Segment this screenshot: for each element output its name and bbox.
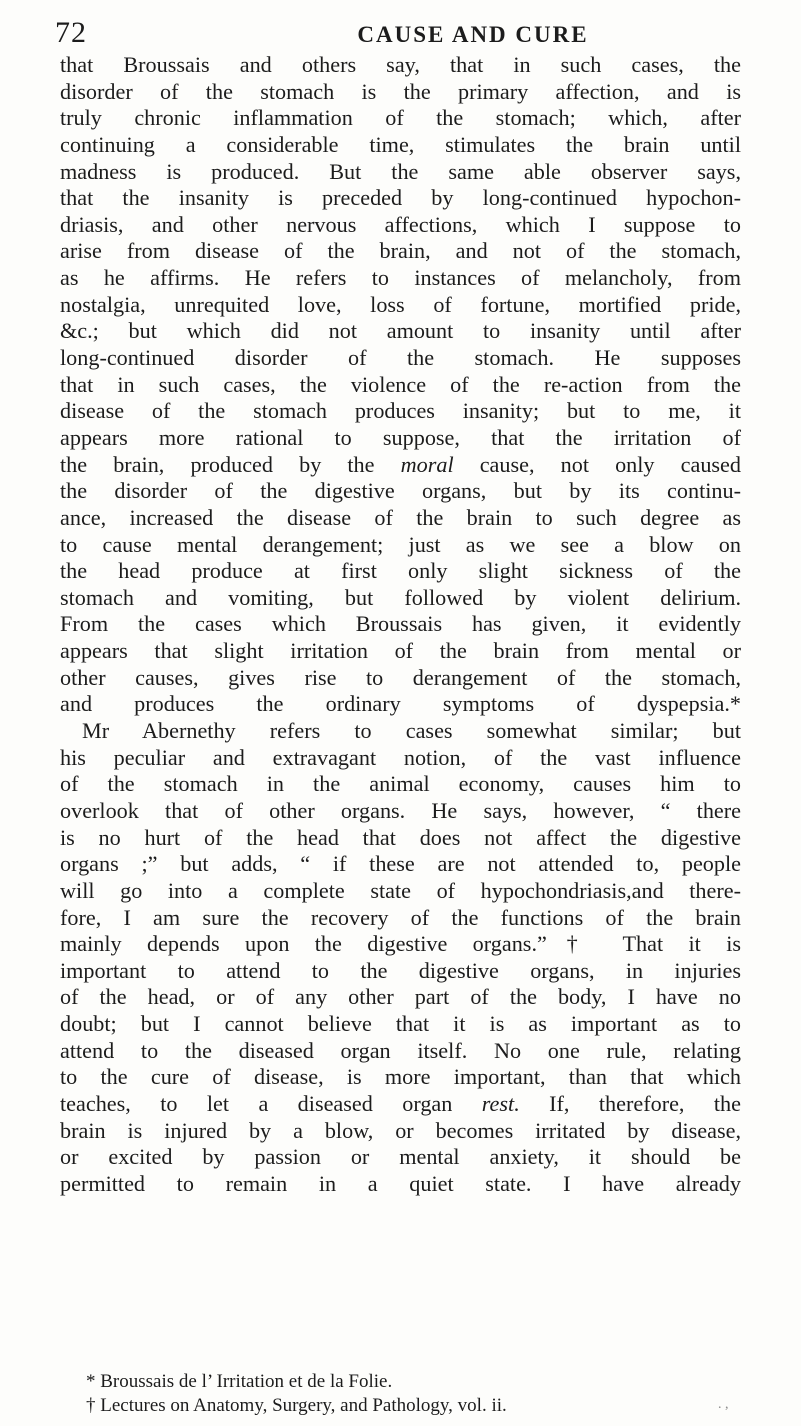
text-line: is no hurt of the head that does not affect the digestive <box>60 824 741 850</box>
text-line: nostalgia, unrequited love, loss of fortune, mortified pride, <box>60 291 741 317</box>
text-run: the brain, produced by the <box>60 451 401 477</box>
text-line: attend to the diseased organ itself. No one rule, relating <box>60 1037 741 1063</box>
text-line: and produces the ordinary symptoms of dyspepsia.* <box>60 691 741 717</box>
text-line: of the head, or of any other part of the body, I have no <box>60 984 741 1010</box>
page-mark: . , <box>718 1397 729 1412</box>
text-line: continuing a considerable time, stimulates the brain until <box>60 131 741 157</box>
text-line: that the insanity is preceded by long-continued hypochon- <box>60 185 741 211</box>
italic-text: rest. <box>481 1090 520 1116</box>
text-line: other causes, gives rise to derangement of the stomach, <box>60 664 741 690</box>
text-line: that Broussais and others say, that in such cases, the <box>60 52 741 77</box>
text-line: Mr Abernethy refers to cases somewhat similar; but <box>82 718 741 744</box>
text-line: brain is injured by a blow, or becomes irritated by disease, <box>60 1117 741 1143</box>
text-line: &c.; but which did not amount to insanity until after <box>60 318 741 344</box>
text-line: as he affirms. He refers to instances of melancholy, from <box>60 265 741 291</box>
text-line <box>60 1091 741 1118</box>
text-line: arise from disease of the brain, and not of the stomach, <box>60 238 741 264</box>
italic-text: moral <box>400 451 454 477</box>
text-line: appears that slight irritation of the brain from mental or <box>60 638 741 664</box>
text-line: madness is produced. But the same able observer says, <box>60 158 741 184</box>
text-line: permitted to remain in a quiet state. I have already <box>60 1170 741 1196</box>
text-line: overlook that of other organs. He says, however, “ there <box>60 797 741 823</box>
body-text <box>60 52 741 1198</box>
text-line: his peculiar and extravagant notion, of the vast influence <box>60 744 741 770</box>
text-line: truly chronic inflammation of the stomach; which, after <box>60 105 741 131</box>
text-line: important to attend to the digestive organs, in injuries <box>60 957 741 983</box>
text-run: cause, not only caused <box>453 451 741 477</box>
text-line: driasis, and other nervous affections, which I suppose to <box>60 211 741 237</box>
footnote: † Lectures on Anatomy, Surgery, and Pathology, vol. ii. <box>86 1395 507 1416</box>
text-line: disorder of the stomach is the primary affection, and is <box>60 78 741 104</box>
text-line: disease of the stomach produces insanity; but to me, it <box>60 398 741 424</box>
text-line: doubt; but I cannot believe that it is as important as to <box>60 1011 741 1037</box>
text-line <box>60 452 741 479</box>
text-line: will go into a complete state of hypochondriasis,and there- <box>60 877 741 903</box>
text-line: the head produce at first only slight sickness of the <box>60 558 741 584</box>
text-line: of the stomach in the animal economy, causes him to <box>60 771 741 797</box>
text-line: stomach and vomiting, but followed by violent delirium. <box>60 584 741 610</box>
footnotes <box>86 1370 686 1418</box>
text-line: mainly depends upon the digestive organs.”† That it is <box>60 931 741 957</box>
text-line: From the cases which Broussais has given, it evidently <box>60 611 741 637</box>
page-header <box>55 14 741 54</box>
page-number: 72 <box>55 16 87 49</box>
text-line: or excited by passion or mental anxiety, it should be <box>60 1144 741 1170</box>
running-head: CAUSE AND CURE <box>357 22 589 47</box>
text-line: appears more rational to suppose, that the irritation of <box>60 424 741 450</box>
text-line: fore, I am sure the recovery of the functions of the brain <box>60 904 741 930</box>
text-line: long-continued disorder of the stomach. He supposes <box>60 345 741 371</box>
text-line: the disorder of the digestive organs, but by its continu- <box>60 478 741 504</box>
footnote: * Broussais de l’ Irritation et de la Folie. <box>86 1371 393 1392</box>
text-line: to the cure of disease, is more important, than that which <box>60 1064 741 1090</box>
text-line: ance, increased the disease of the brain to such degree as <box>60 504 741 530</box>
text-line: organs ;” but adds, “ if these are not attended to, people <box>60 851 741 877</box>
text-run: teaches, to let a diseased organ <box>60 1090 482 1116</box>
text-line: that in such cases, the violence of the re-action from the <box>60 371 741 397</box>
text-run: If, therefore, the <box>519 1090 741 1116</box>
text-line: to cause mental derangement; just as we see a blow on <box>60 531 741 557</box>
